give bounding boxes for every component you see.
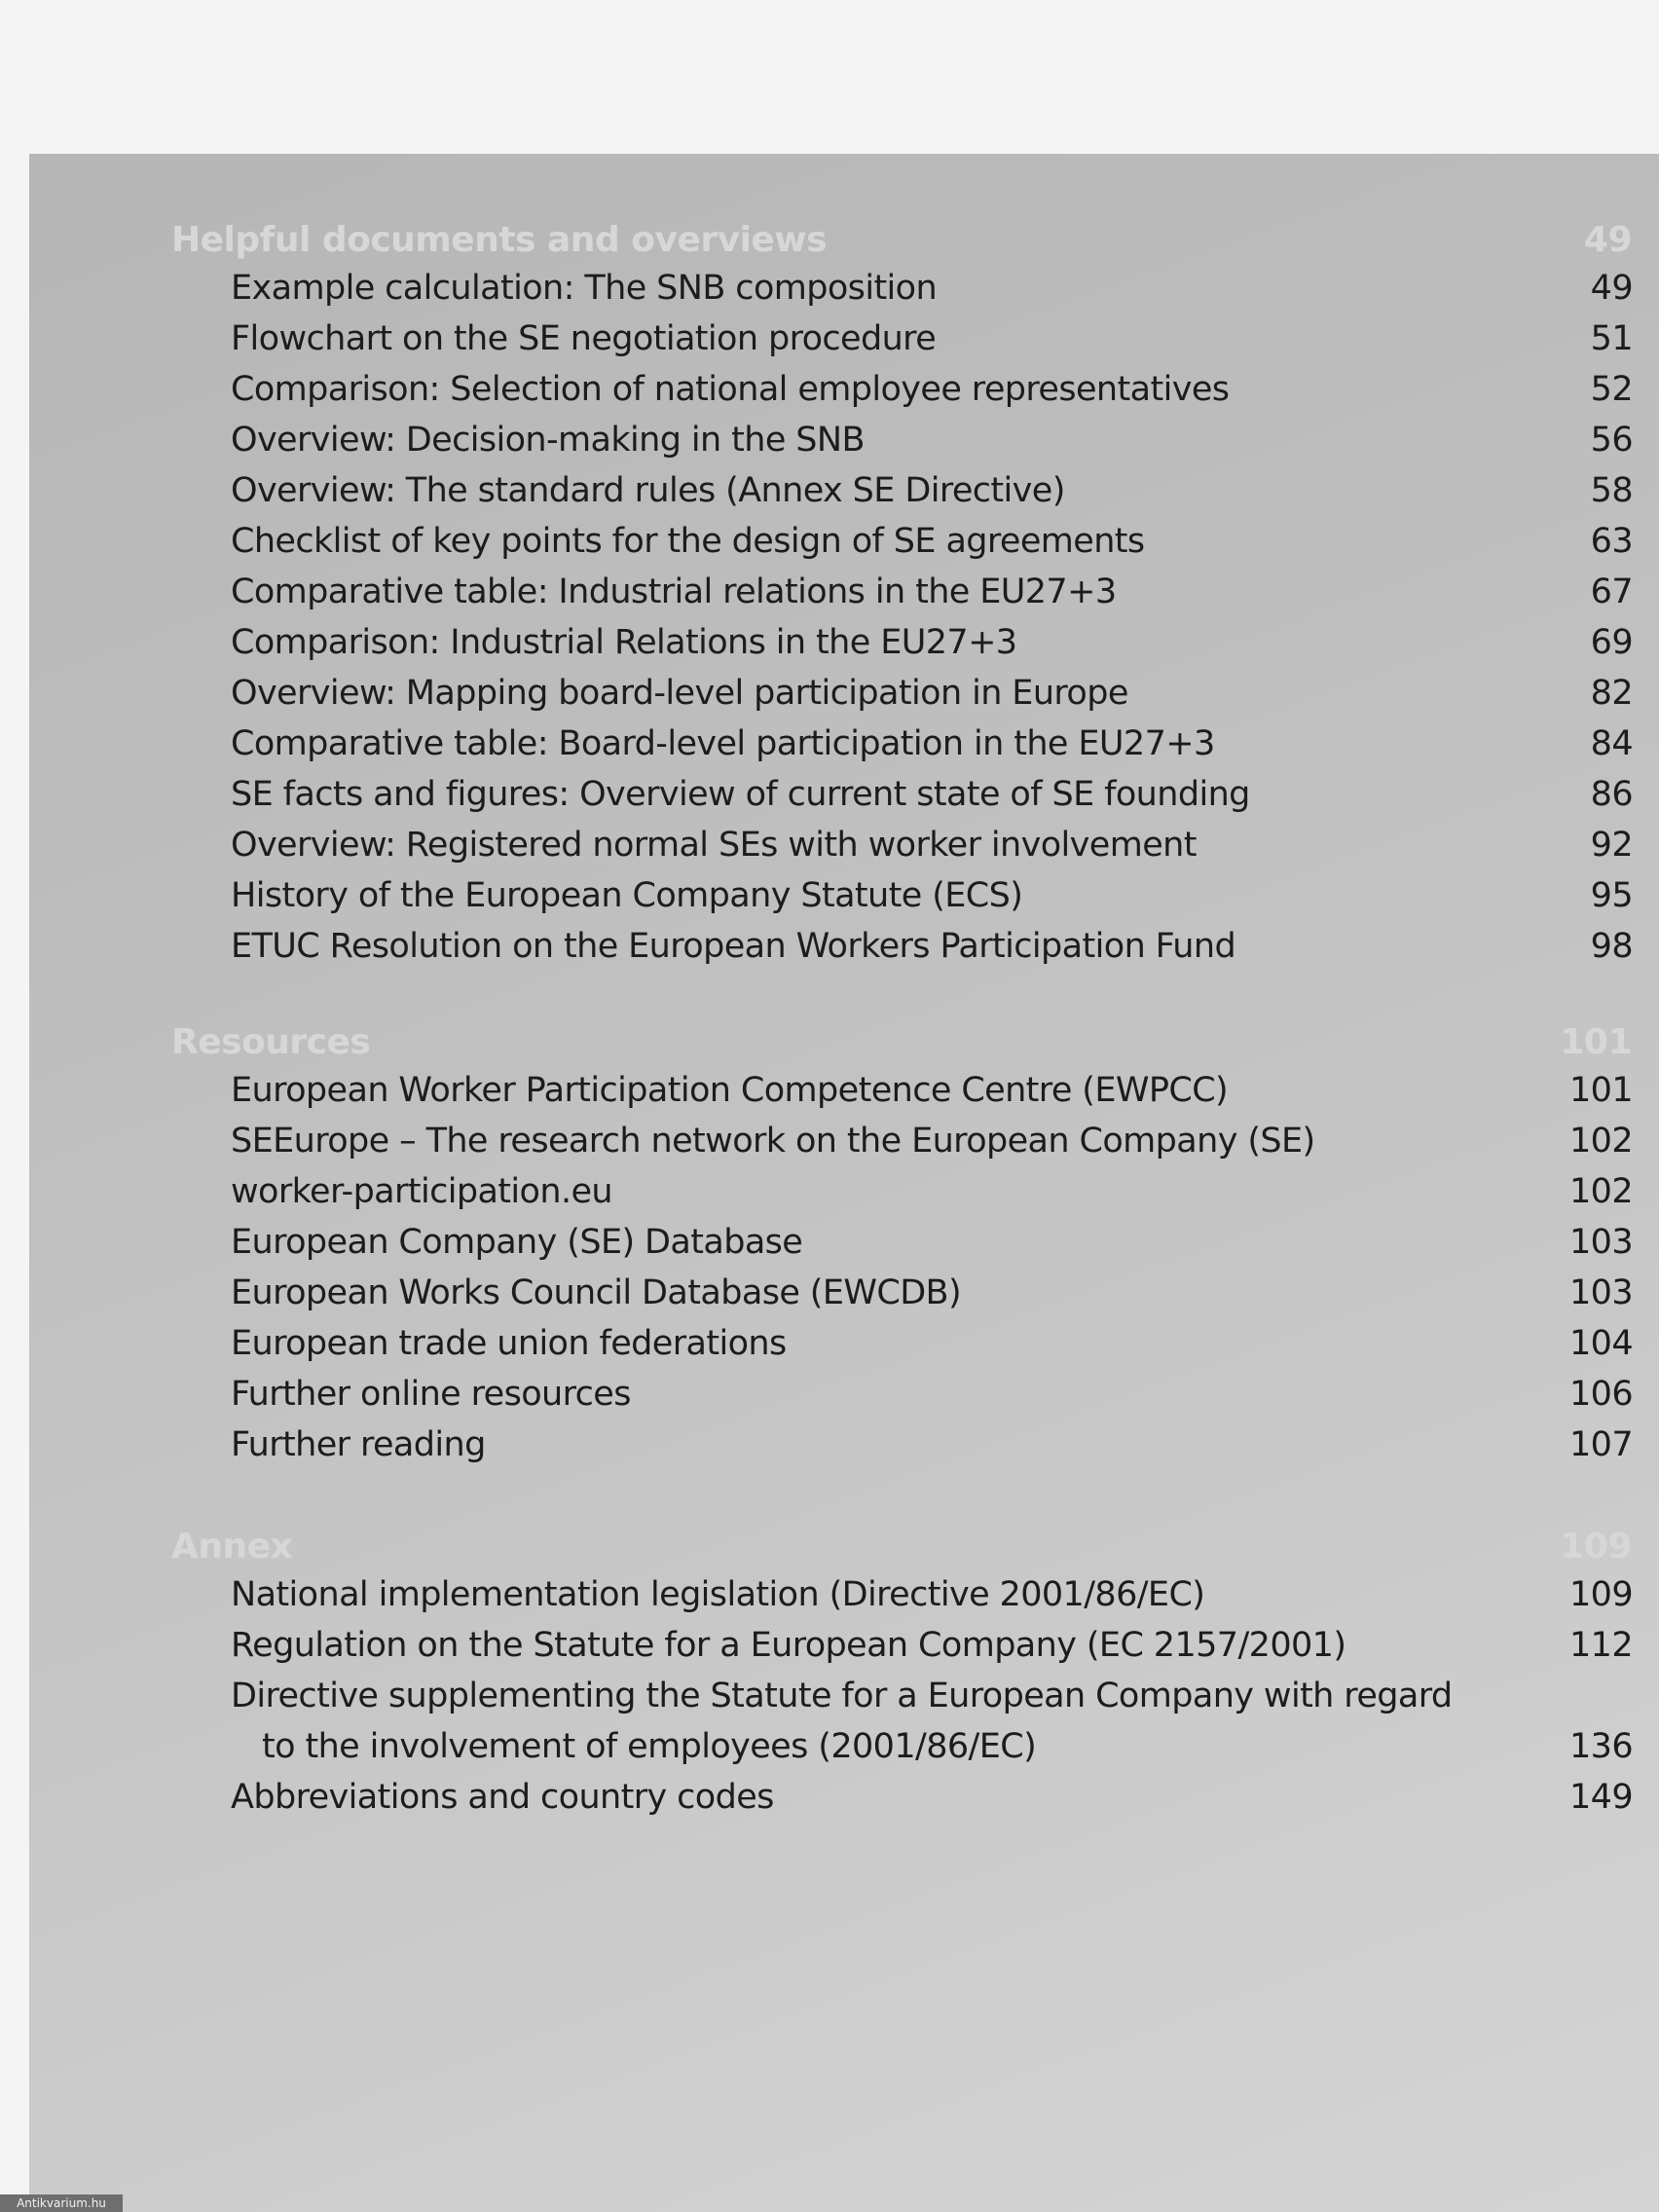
toc-entry[interactable] [231,1626,1633,1677]
entry-page-number: 136 [1568,1727,1633,1766]
toc-entry[interactable] [231,522,1633,572]
watermark: Antikvarium.hu [0,2194,123,2212]
toc-entry[interactable] [231,1778,1633,1828]
entry-page-number: 63 [1590,522,1633,561]
section-page-number: 101 [1560,1022,1632,1062]
toc-entry[interactable] [231,1071,1633,1122]
entry-title: Flowchart on the SE negotiation procedure [231,319,937,358]
entry-title: European Works Council Database (EWCDB) [231,1273,962,1312]
section-heading [171,1527,1632,1577]
section-page-number: 109 [1560,1527,1632,1567]
section-heading [171,220,1632,271]
entry-title: Overview: Registered normal SEs with worker involvement [231,826,1197,865]
toc-entry[interactable] [231,674,1633,724]
entry-page-number: 58 [1590,471,1633,510]
entry-title: European trade union federations [231,1324,787,1363]
toc-entry[interactable] [231,1122,1633,1172]
entry-title: Comparative table: Board-level participation in the EU27+3 [231,724,1215,763]
entry-title: Further reading [231,1425,486,1464]
toc-entry[interactable] [231,1677,1633,1778]
entry-title: European Company (SE) Database [231,1223,803,1262]
entry-title: Comparative table: Industrial relations in the EU27+3 [231,572,1117,611]
entry-title: Overview: Decision-making in the SNB [231,421,865,460]
entry-page-number: 82 [1590,674,1633,713]
entry-page-number: 106 [1568,1375,1633,1414]
toc-entry[interactable] [231,1172,1633,1223]
entry-page-number: 107 [1568,1425,1633,1464]
entry-page-number: 102 [1568,1172,1633,1211]
toc-entry[interactable] [231,1425,1633,1476]
entry-page-number: 102 [1568,1122,1633,1161]
toc-entry[interactable] [231,421,1633,471]
entry-title: Overview: The standard rules (Annex SE Directive) [231,471,1065,510]
entry-page-number: 92 [1590,826,1633,865]
section-title: Helpful documents and overviews [171,220,828,260]
toc-entry[interactable] [231,724,1633,775]
toc-entry[interactable] [231,319,1633,370]
entry-title: Regulation on the Statute for a European Company (EC 2157/2001) [231,1626,1346,1665]
toc-entry[interactable] [231,623,1633,674]
entry-page-number: 101 [1568,1071,1633,1110]
toc-entry[interactable] [231,1575,1633,1626]
entry-page-number: 86 [1590,775,1633,814]
table-of-contents [29,154,1659,2212]
toc-entry[interactable] [231,927,1633,977]
section-title: Annex [171,1527,293,1567]
entry-page-number: 52 [1590,370,1633,409]
entry-page-number: 103 [1568,1273,1633,1312]
entry-title: History of the European Company Statute (ECS) [231,876,1023,915]
entry-title: Overview: Mapping board-level participation in Europe [231,674,1128,713]
entry-title: Further online resources [231,1375,631,1414]
entry-page-number: 95 [1590,876,1633,915]
toc-entry[interactable] [231,1324,1633,1375]
entry-title: SE facts and figures: Overview of current state of SE founding [231,775,1250,814]
entry-page-number: 103 [1568,1223,1633,1262]
toc-entry[interactable] [231,876,1633,927]
entry-title: European Worker Participation Competence Centre (EWPCC) [231,1071,1229,1110]
entry-title: ETUC Resolution on the European Workers Participation Fund [231,927,1236,966]
entry-title: Directive supplementing the Statute for a European Company with regard [231,1677,1453,1715]
toc-entry[interactable] [231,1223,1633,1273]
entry-title-continuation: to the involvement of employees (2001/86/EC) [262,1727,1037,1766]
section-page-number: 49 [1583,220,1632,260]
entry-title: Example calculation: The SNB composition [231,269,938,308]
entry-page-number: 149 [1568,1778,1633,1817]
entry-page-number: 56 [1590,421,1633,460]
toc-entry[interactable] [231,1375,1633,1425]
entry-title: National implementation legislation (Directive 2001/86/EC) [231,1575,1205,1614]
entry-page-number: 67 [1590,572,1633,611]
entry-title: SEEurope – The research network on the European Company (SE) [231,1122,1315,1161]
section-title: Resources [171,1022,371,1062]
entry-page-number: 51 [1590,319,1633,358]
entry-page-number: 84 [1590,724,1633,763]
entry-page-number: 112 [1568,1626,1633,1665]
toc-entry[interactable] [231,775,1633,826]
toc-entry[interactable] [231,1273,1633,1324]
section-heading [171,1022,1632,1073]
entry-page-number: 98 [1590,927,1633,966]
entry-page-number: 49 [1590,269,1633,308]
entry-page-number: 109 [1568,1575,1633,1614]
entry-title: Abbreviations and country codes [231,1778,774,1817]
toc-entry[interactable] [231,471,1633,522]
entry-title: Comparison: Industrial Relations in the EU27+3 [231,623,1017,662]
entry-title: worker-participation.eu [231,1172,612,1211]
entry-page-number: 69 [1590,623,1633,662]
page-sheet [29,154,1659,2212]
toc-entry[interactable] [231,572,1633,623]
toc-entry[interactable] [231,370,1633,421]
entry-title: Checklist of key points for the design of SE agreements [231,522,1145,561]
entry-page-number: 104 [1568,1324,1633,1363]
toc-entry[interactable] [231,269,1633,319]
entry-title: Comparison: Selection of national employee representatives [231,370,1230,409]
toc-entry[interactable] [231,826,1633,876]
